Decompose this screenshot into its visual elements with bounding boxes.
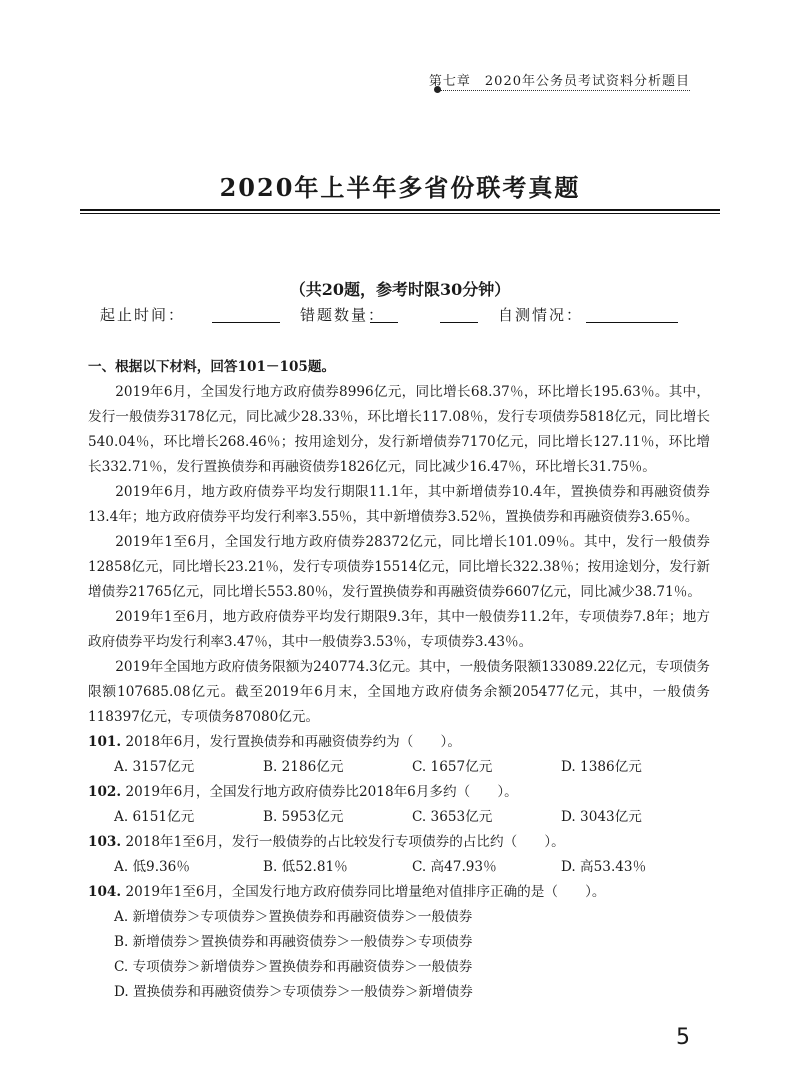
question-text: 2019年6月，全国发行地方政府债券比2018年6月多约（ ）。 [125, 784, 518, 800]
option-c: C. 高47.93％ [412, 859, 497, 875]
option-d: D. 置换债券和再融资债券＞专项债券＞一般债券＞新增债券 [114, 984, 473, 1000]
question-text: 2019年1至6月，全国发行地方政府债券同比增量绝对值排序正确的是（ ）。 [125, 884, 606, 900]
question-102 [88, 780, 710, 805]
question-content [88, 355, 710, 1005]
option-d: D. 1386亿元 [561, 759, 642, 775]
page-title: 2020年上半年多省份联考真题 [219, 173, 581, 202]
material-paragraph: 2019年6月，全国发行地方政府债券8996亿元，同比增长68.37％，环比增长195.63％。其中，发行一般债券3178亿元，同比减少28.33％，环比增长117.08％，发行专项债券5818亿元，同比增长540.04％，环比增长268.46％；按用途划分，发行新增债券7170亿元，同比增长127.11％，环比增长332.71％，发行置换债券和再融资债券1826亿元，同比减少16.47％，环比增长31.75％。 [88, 384, 710, 475]
material-paragraph: 2019年6月，地方政府债券平均发行期限11.1年，其中新增债券10.4年，置换债券和再融资债券13.4年；地方政府债券平均发行利率3.55％，其中新增债券3.52％，置换债券和再融资债券3.65％。 [88, 484, 710, 525]
option-a: A. 6151亿元 [114, 809, 195, 825]
option-d: D. 3043亿元 [561, 809, 642, 825]
self-record-row [100, 304, 720, 328]
material-paragraph: 2019年全国地方政府债务限额为240774.3亿元。其中，一般债务限额133089.22亿元，专项债务限额107685.08亿元。截至2019年6月末，全国地方政府债务余额205477亿元，其中，一般债务118397亿元，专项债务87080亿元。 [88, 659, 710, 725]
error-count-label: 错题数量： [300, 306, 386, 324]
option-b: B. 5953亿元 [263, 809, 344, 825]
option-b: B. 低52.81％ [263, 859, 348, 875]
question-number: 101. [88, 734, 122, 750]
option-d: D. 高53.43％ [561, 859, 647, 875]
option-c: C. 1657亿元 [412, 759, 493, 775]
start-time-blank [212, 304, 280, 323]
option-c: C. 专项债券＞新增债券＞置换债券和再融资债券＞一般债券 [114, 959, 473, 975]
option-a: A. 新增债券＞专项债券＞置换债券和再融资债券＞一般债券 [114, 909, 473, 925]
question-number: 104. [88, 884, 122, 900]
page-subtitle: （共20题，参考时限30分钟） [289, 280, 511, 299]
title-rule-thick [80, 209, 720, 211]
title-rule-thin [80, 213, 720, 214]
self-test-label: 自测情况： [498, 306, 584, 324]
question-103 [88, 830, 710, 855]
start-time-label: 起止时间： [100, 306, 186, 324]
error-count-blank-1 [370, 304, 398, 323]
option-b: B. 新增债券＞置换债券和再融资债券＞一般债券＞专项债券 [114, 934, 473, 950]
section-heading: 一、根据以下材料，回答101－105题。 [88, 359, 336, 375]
question-101-options [88, 755, 710, 780]
running-head: 第七章 2020年公务员考试资料分析题目 [428, 74, 690, 89]
question-103-options [88, 855, 710, 880]
option-a: A. 低9.36％ [114, 859, 190, 875]
self-test-blank [586, 304, 678, 323]
question-number: 102. [88, 784, 122, 800]
question-104-options [88, 905, 710, 1005]
question-104 [88, 880, 710, 905]
option-c: C. 3653亿元 [412, 809, 493, 825]
option-b: B. 2186亿元 [263, 759, 344, 775]
option-a: A. 3157亿元 [114, 759, 195, 775]
error-count-blank-2 [440, 304, 478, 323]
question-text: 2018年1至6月，发行一般债券的占比较发行专项债券的占比约（ ）。 [125, 834, 565, 850]
question-number: 103. [88, 834, 122, 850]
question-text: 2018年6月，发行置换债券和再融资债券约为（ ）。 [125, 734, 461, 750]
material-paragraph: 2019年1至6月，地方政府债券平均发行期限9.3年，其中一般债券11.2年，专项债券7.8年；地方政府债券平均发行利率3.47％，其中一般债券3.53％，专项债券3.43％。 [88, 609, 710, 650]
header-dotted-rule [440, 90, 690, 91]
question-102-options [88, 805, 710, 830]
page-number: 5 [676, 1025, 690, 1050]
question-101 [88, 730, 710, 755]
material-paragraph: 2019年1至6月，全国发行地方政府债券28372亿元，同比增长101.09％。其中，发行一般债券12858亿元，同比增长23.21％，发行专项债券15514亿元，同比增长322.38％；按用途划分，发行新增债券21765亿元，同比增长553.80％，发行置换债券和再融资债券6607亿元，同比减少38.71％。 [88, 534, 710, 600]
